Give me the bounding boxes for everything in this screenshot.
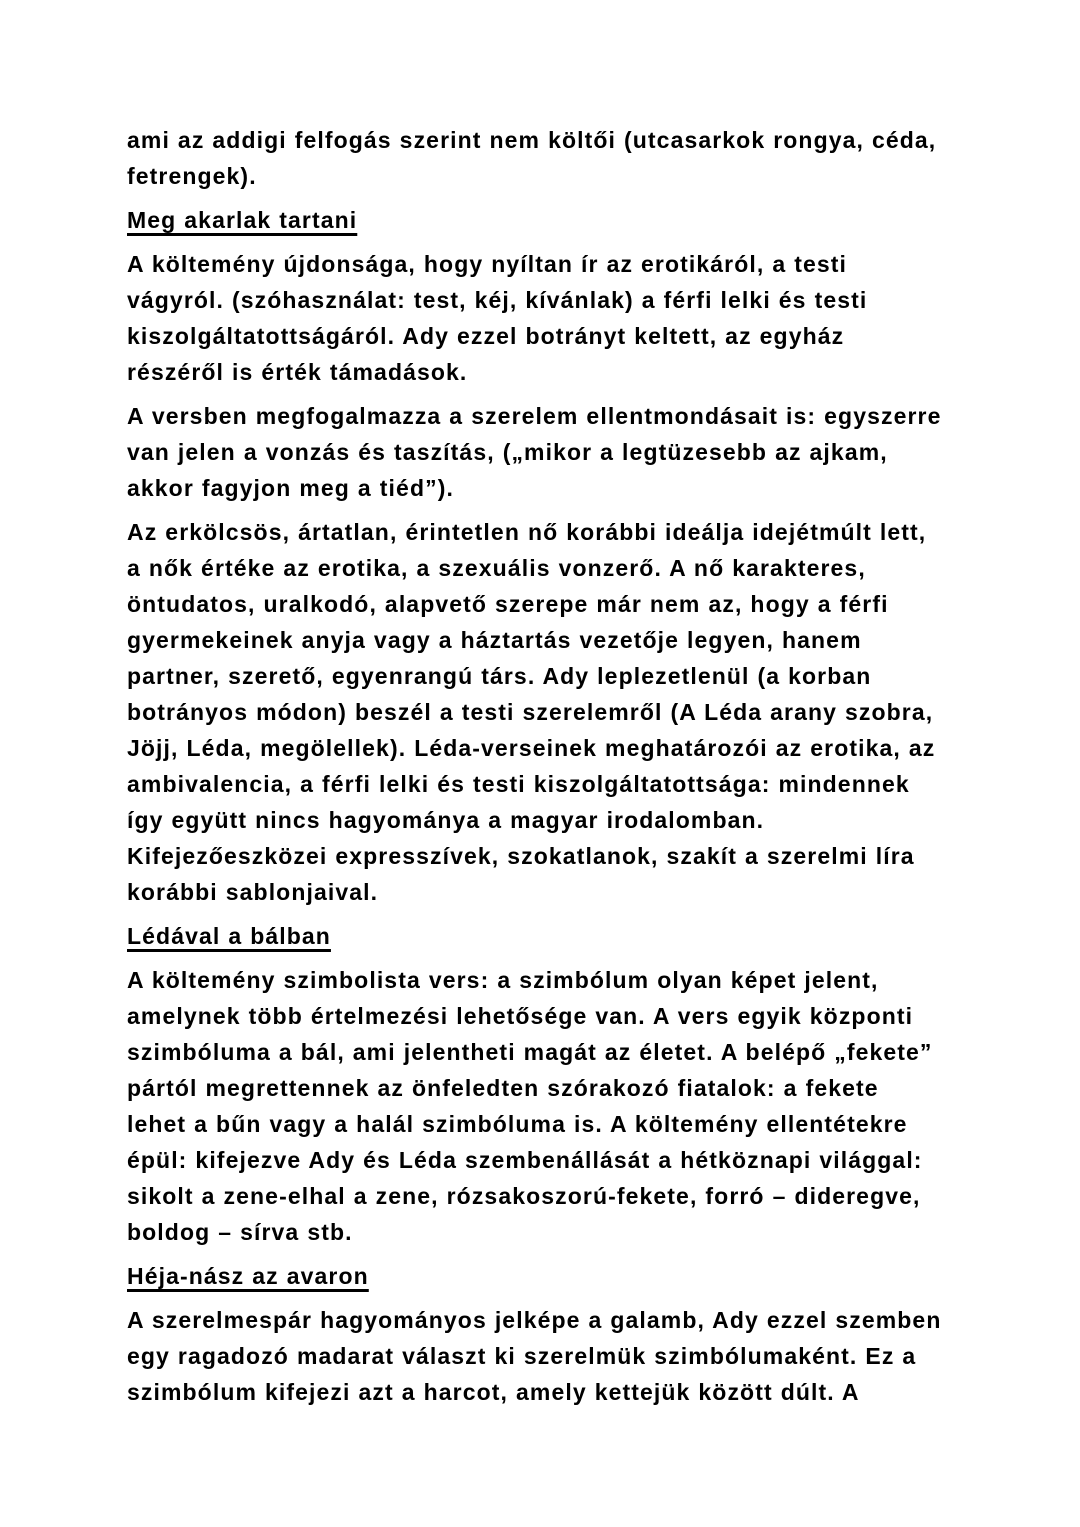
paragraph-continued-from-previous-page: ami az addigi felfogás szerint nem költői (utcasarkok rongya, céda, fetrengek). (127, 127, 937, 189)
document-content (127, 122, 945, 1410)
section-heading-heja-nasz-az-avaron: Héja-nász az avaron (127, 1263, 369, 1289)
paragraph-meg-akarlak-tartani-2: A versben megfogalmazza a szerelem ellentmondásait is: egyszerre van jelen a vonzás és taszítás, („mikor a legtüzesebb az ajkam, akkor fagyjon meg a tiéd”). (127, 403, 942, 501)
paragraph-meg-akarlak-tartani-3: Az erkölcsös, ártatlan, érintetlen nő korábbi ideálja idejétmúlt lett, a nők értéke az erotika, a szexuális vonzerő. A nő karakteres, öntudatos, uralkodó, alapvető szerepe már nem az, hogy a férfi gyermekeinek anyja vagy a háztartás vezetője legyen, hanem partner, szerető, egyenrangú társ. Ady leplezetlenül (a korban botrányos módon) beszél a testi szerelemről (A Léda arany szobra, Jöjj, Léda, megölellek). Léda-verseinek meghatározói az erotika, az ambivalencia, a férfi lelki és testi kiszolgáltatottsága: mindennek így együtt nincs hagyománya a magyar irodalomban. Kifejezőeszközei expresszívek, szokatlanok, szakít a szerelmi líra korábbi sablonjaival. (127, 519, 936, 905)
section-heading-ledaval-a-balban: Lédával a bálban (127, 923, 331, 949)
paragraph-ledaval-a-balban: A költemény szimbolista vers: a szimbólum olyan képet jelent, amelynek több értelmezési lehetősége van. A vers egyik központi szimbóluma a bál, ami jelentheti magát az életet. A belépő „fekete” pártól megrettennek az önfeledten szórakozó fiatalok: a fekete lehet a bűn vagy a halál szimbóluma is. A költemény ellentétekre épül: kifejezve Ady és Léda szembenállását a hétköznapi világgal: sikolt a zene-elhal a zene, rózsakoszorú-fekete, forró – dideregve, boldog – sírva stb. (127, 967, 933, 1245)
paragraph-heja-nasz-az-avaron: A szerelmespár hagyományos jelképe a galamb, Ady ezzel szemben egy ragadozó madarat választ ki szerelmük szimbólumaként. Ez a szimbólum kifejezi azt a harcot, amely kettejük között dúlt. A (127, 1307, 942, 1405)
paragraph-meg-akarlak-tartani-1: A költemény újdonsága, hogy nyíltan ír az erotikáról, a testi vágyról. (szóhasználat: test, kéj, kívánlak) a férfi lelki és testi kiszolgáltatottságáról. Ady ezzel botrányt keltett, az egyház részéről is érték támadások. (127, 251, 868, 385)
section-heading-meg-akarlak-tartani: Meg akarlak tartani (127, 207, 358, 233)
